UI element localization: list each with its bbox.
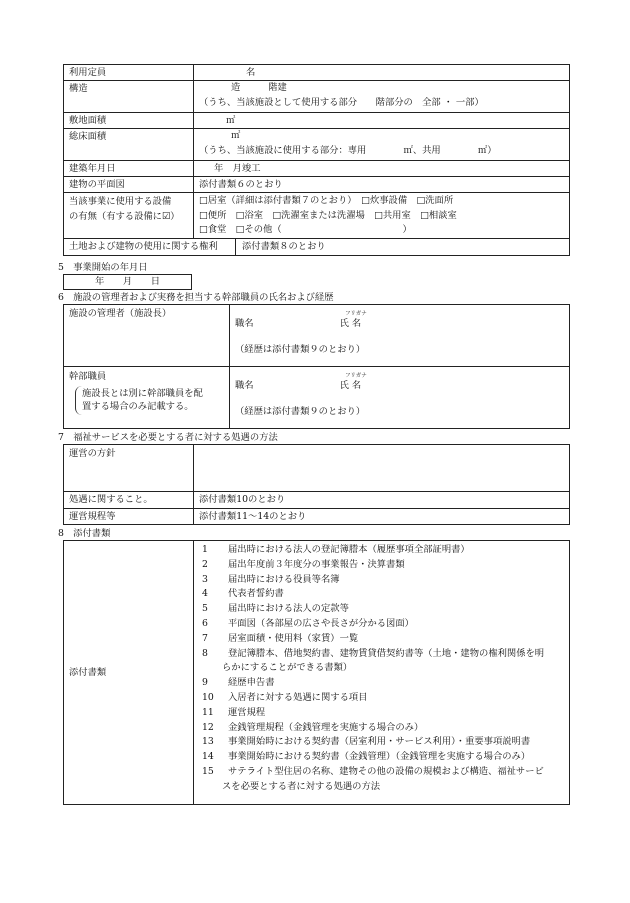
rules-value: 添付書類11～14のとおり [194, 509, 570, 525]
equipment-line1: □居室（詳細は添付書類７のとおり） □炊事設備 □洗面所 [199, 195, 454, 206]
career-note: （経歴は添付書類９のとおり） [235, 343, 366, 355]
treatment-table [63, 444, 570, 525]
table-row [64, 509, 570, 525]
attachments-label: 添付書類 [64, 541, 194, 805]
staff-note-line2: 置する場合のみ記載する。 [82, 401, 194, 412]
section7-heading: 7 福祉サービスを必要とする者に対する処遇の方法 [58, 432, 278, 443]
start-date-table [63, 274, 192, 290]
table-row [64, 239, 570, 256]
section6-heading: 6 施設の管理者および実務を担当する幹部職員の氏名および経歴 [58, 292, 334, 303]
equipment-line3: □食堂 □その他（ ） [199, 224, 412, 235]
item-number: 8 [202, 647, 208, 659]
list-item [202, 676, 564, 691]
attachments-table [63, 540, 570, 805]
table-row [64, 492, 570, 509]
item-text: 居室面積・使用料（家賃）一覧 [228, 632, 359, 644]
list-item [202, 647, 564, 662]
section8-heading: 8 添付書類 [58, 528, 111, 539]
item-text: 事業開始時における契約書（居室利用・サービス利用）・重要事項説明書 [228, 736, 531, 748]
item-number: 3 [202, 573, 208, 585]
row-label: 処遇に関すること。 [64, 492, 194, 509]
rights-row [64, 239, 570, 256]
list-item [202, 573, 564, 588]
capacity-value: 名 [194, 65, 570, 81]
staff-note [75, 386, 230, 415]
row-label [64, 193, 194, 239]
equipment-label-line2: の有無（有する設備に☑） [69, 210, 180, 222]
item-number: 14 [202, 751, 214, 763]
item-number: 15 [202, 765, 214, 777]
policy-value [194, 445, 570, 492]
table-row [64, 445, 570, 492]
staff-label: 幹部職員 [69, 371, 107, 382]
equipment-value [194, 193, 570, 239]
item-number: 7 [202, 632, 208, 644]
item-text: 届出時における法人の登記簿謄本（履歴事項全部証明書） [228, 544, 470, 555]
item-number: 10 [202, 691, 214, 703]
list-item [202, 543, 564, 558]
row-label: 構造 [64, 81, 194, 113]
row-label: 建築年月日 [64, 161, 194, 177]
staff-label-cell [64, 367, 230, 429]
career-note: （経歴は添付書類９のとおり） [235, 405, 366, 417]
equipment-line2: □便所 □浴室 □洗濯室または洗濯場 □共用室 □相談室 [199, 209, 457, 221]
item-text: 事業開始時における契約書（金銭管理）（金銭管理を実施する場合のみ） [228, 751, 531, 763]
attachments-list [194, 541, 570, 805]
item-number: 2 [202, 558, 208, 570]
post-label: 職名 [235, 380, 254, 391]
table-row [64, 541, 570, 805]
item-number: 9 [202, 677, 208, 689]
post-and-name [235, 379, 564, 393]
row-label: 敷地面積 [64, 113, 194, 129]
item-number: 6 [202, 617, 208, 629]
section5-heading: 5 事業開始の年月日 [58, 262, 148, 273]
item-number: 12 [202, 721, 214, 733]
item-number: 1 [202, 544, 208, 555]
start-date-value: 年 月 日 [64, 275, 192, 290]
list-item [202, 691, 564, 706]
list-item [202, 602, 564, 617]
table-row [64, 161, 570, 177]
furigana-label: フリガナ [345, 373, 367, 379]
item-text: 届出年度前３年度分の事業報告・決算書類 [228, 558, 405, 570]
structure-line2: （うち、当該施設として使用する部分 階部分の 全部 ・ 一部） [199, 96, 484, 108]
table-row [64, 305, 570, 367]
furigana-label: フリガナ [345, 311, 367, 317]
table-row [64, 177, 570, 193]
row-label: 運営の方針 [64, 445, 194, 492]
item-number: 5 [202, 603, 208, 615]
structure-value [194, 81, 570, 113]
table-row [64, 65, 570, 81]
item-text: 平面図（各部屋の広さや長さが分かる図面） [228, 617, 414, 629]
floor-area-value [194, 129, 570, 161]
item-number: 11 [202, 706, 214, 718]
list-item [202, 617, 564, 632]
table-row [64, 367, 570, 429]
list-item [202, 750, 564, 765]
row-label: 総床面積 [64, 129, 194, 161]
post-label: 職名 [235, 318, 254, 329]
item-number: 13 [202, 736, 214, 748]
staff-info [230, 367, 570, 429]
item-text-continued: スを必要とする者に対する処遇の方法 [222, 780, 381, 792]
list-item [202, 632, 564, 647]
manager-label: 施設の管理者（施設長） [64, 305, 230, 367]
item-text: 経歴申告書 [228, 677, 275, 689]
manager-info [230, 305, 570, 367]
list-item [202, 706, 564, 721]
treatment-value: 添付書類10のとおり [194, 492, 570, 509]
row-label: 土地および建物の使用に関する権利 [64, 239, 236, 255]
item-text: 金銭管理規程（金銭管理を実施する場合のみ） [228, 721, 424, 733]
name-label: 氏 名 [339, 318, 362, 329]
staff-note-line1: 施設長とは別に幹部職員を配 [82, 387, 203, 399]
list-item [202, 735, 564, 750]
table-row [64, 129, 570, 161]
equipment-label-line1: 当該事業に使用する設備 [69, 196, 172, 207]
floor-area-line2: （うち、当該施設に使用する部分：専用 ㎡、共用 ㎡） [199, 144, 497, 156]
list-item [202, 587, 564, 602]
staff-table [63, 304, 570, 429]
item-text: 届出時における法人の定款等 [228, 603, 349, 615]
item-text: 代表者誓約書 [228, 588, 284, 600]
item-text: サテライト型住居の名称、建物その他の設備の規模および構造、福祉サービ [228, 765, 544, 777]
table-row [64, 81, 570, 113]
table-row [64, 113, 570, 129]
item-number: 4 [202, 588, 208, 600]
item-text: 運営規程 [228, 706, 266, 718]
item-text-continued: らかにすることができる書類） [222, 662, 353, 674]
site-area-value: ㎡ [194, 113, 570, 129]
post-and-name [235, 317, 564, 331]
floor-plan-value: 添付書類６のとおり [194, 177, 570, 193]
row-label: 利用定員 [64, 65, 194, 81]
row-label: 建物の平面図 [64, 177, 194, 193]
list-item [202, 558, 564, 573]
rights-value: 添付書類８のとおり [242, 241, 326, 252]
item-text: 登記簿謄本、借地契約書、建物賃貸借契約書等（土地・建物の権利関係を明 [228, 647, 545, 659]
facility-details-table [63, 64, 570, 256]
item-text: 届出時における役員等名簿 [228, 573, 340, 585]
table-row [64, 193, 570, 239]
structure-line1: 造 階建 [231, 82, 287, 93]
item-text: 入居者に対する処遇に関する項目 [228, 691, 368, 703]
floor-area-line1: ㎡ [231, 130, 241, 141]
list-item [202, 721, 564, 736]
row-label: 運営規程等 [64, 509, 194, 525]
build-date-value: 年 月竣工 [194, 161, 570, 177]
name-label: 氏 名 [339, 380, 362, 391]
list-item [202, 765, 564, 780]
